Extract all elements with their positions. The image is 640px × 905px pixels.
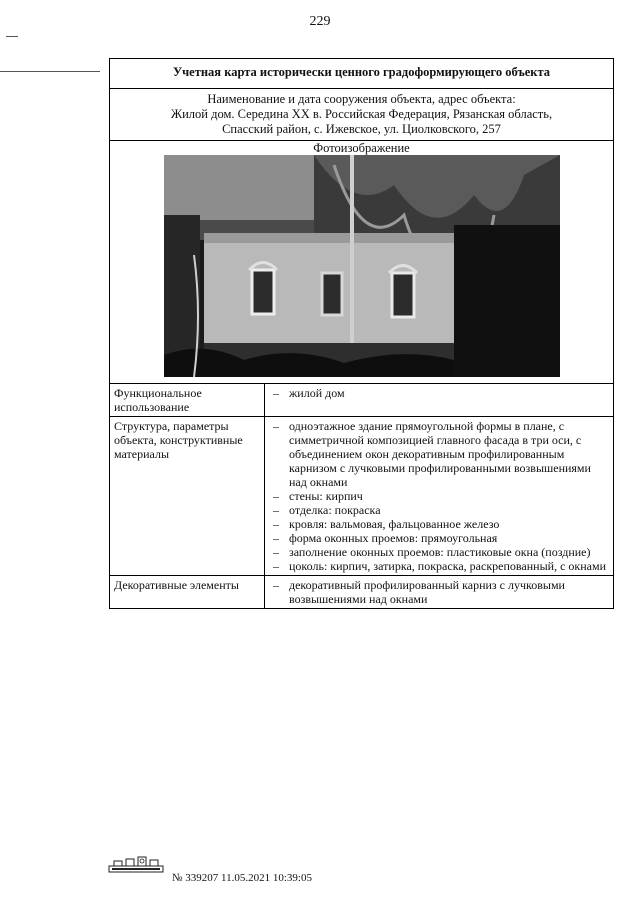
- scan-mark: [0, 71, 100, 72]
- list-item: – форма оконных проемов: прямоугольная: [271, 531, 609, 545]
- record-card: [109, 58, 614, 609]
- house-photo: [164, 155, 560, 377]
- object-name-block: [110, 89, 613, 141]
- table-row: [110, 576, 613, 609]
- document-footer: [108, 855, 428, 889]
- name-line-2: Спасский район, с. Ижевское, ул. Циолковского, 257: [222, 122, 501, 136]
- photo-label: Фотоизображение: [313, 141, 410, 155]
- row-label: Декоративные элементы: [110, 576, 265, 609]
- photo-block: [110, 141, 613, 384]
- row-label: Функциональное использование: [110, 384, 265, 417]
- card-title: Учетная карта исторически ценного градоформирующего объекта: [110, 59, 613, 89]
- list-item: – одноэтажное здание прямоугольной формы в плане, с симметричной композицией главного фасада в три оси, с объединением окон декоративным профилированным карнизом с лучковыми профилированными возвышениями над окнами: [271, 419, 609, 489]
- list-item: – жилой дом: [271, 386, 609, 400]
- name-line-1: Жилой дом. Середина XX в. Российская Федерация, Рязанская область,: [170, 107, 553, 121]
- name-heading: Наименование и дата сооружения объекта, адрес объекта:: [207, 92, 516, 106]
- list-item: – заполнение оконных проемов: пластиковые окна (поздние): [271, 545, 609, 559]
- row-label: Структура, параметры объекта, конструктивные материалы: [110, 417, 265, 576]
- list-item: – декоративный профилированный карниз с лучковыми возвышениями над окнами: [271, 578, 609, 606]
- list-item: – стены: кирпич: [271, 489, 609, 503]
- table-row: [110, 384, 613, 417]
- properties-table: [110, 384, 613, 608]
- list-item: – цоколь: кирпич, затирка, покраска, раскрепованный, с окнами: [271, 559, 609, 573]
- list-item: – отделка: покраска: [271, 503, 609, 517]
- registry-stamp-icon: [108, 855, 164, 873]
- scan-mark: [6, 36, 18, 37]
- document-reference: № 339207 11.05.2021 10:39:05: [172, 872, 312, 884]
- list-item: – кровля: вальмовая, фальцованное железо: [271, 517, 609, 531]
- row-values: [265, 417, 614, 576]
- row-values: [265, 576, 614, 609]
- page-number: 229: [309, 14, 331, 29]
- table-row: [110, 417, 613, 576]
- row-values: [265, 384, 614, 417]
